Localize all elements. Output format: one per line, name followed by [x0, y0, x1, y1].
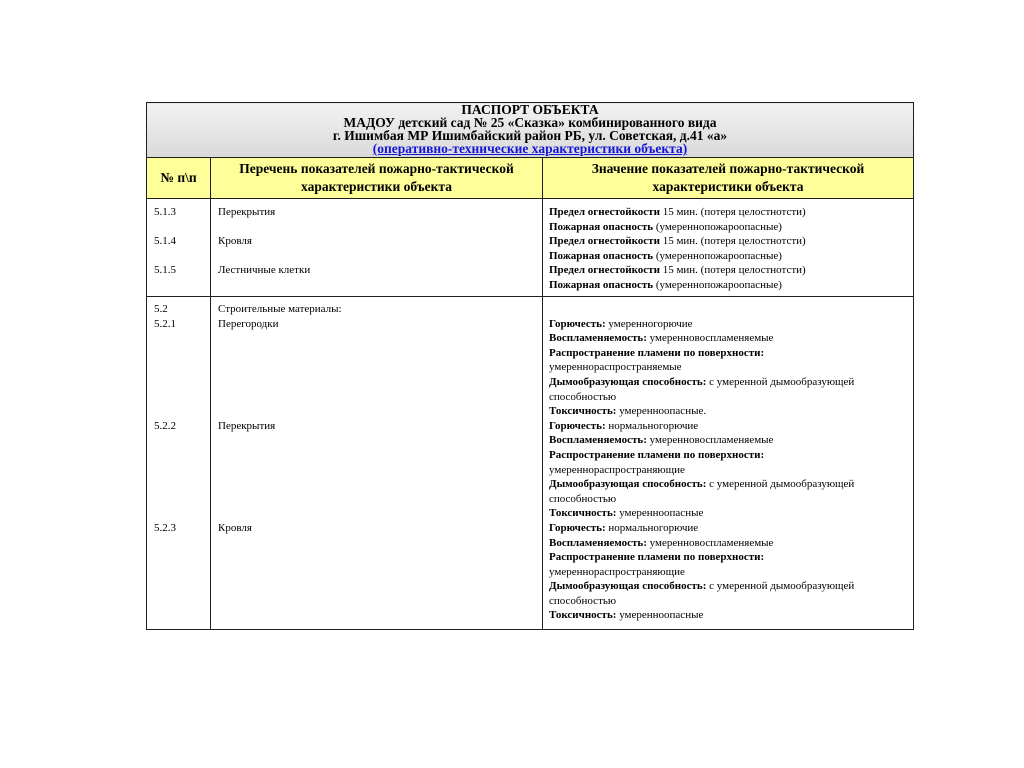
value-line: Токсичность: умеренноопасные	[549, 609, 704, 622]
item-name: Перекрытия	[218, 206, 276, 218]
item-number: 5.2.3	[154, 521, 176, 534]
value-line: способностью	[549, 390, 617, 403]
value-line: Пожарная опасность (умереннопожароопасные)	[549, 249, 782, 262]
row-num-cell	[147, 297, 211, 630]
row-indicator-cell	[211, 297, 543, 630]
value-line: Предел огнестойкости 15 мин. (потеря целостнотсти)	[549, 235, 806, 248]
value-line: Воспламеняемость: умеренновоспламеняемые	[549, 536, 774, 549]
item-name: Кровля	[218, 235, 252, 248]
item-number: 5.1.3	[154, 206, 176, 218]
passport-table	[146, 102, 914, 630]
organization-address: г. Ишимбая МР Ишимбайский район РБ, ул. Советская, д.41 «а»	[332, 128, 728, 143]
value-line: умереннораспространяемые	[549, 361, 682, 374]
document-subtitle: (оперативно-технические характеристики объекта)	[372, 141, 688, 156]
organization-name: МАДОУ детский сад № 25 «Сказка» комбинированного вида	[343, 115, 717, 130]
row-value-cell	[543, 199, 914, 297]
item-number: 5.2.2	[154, 419, 176, 432]
group-number: 5.2	[154, 303, 168, 315]
value-line: Горючесть: нормальногорючие	[549, 521, 699, 534]
value-line: Дымообразующая способность: с умеренной дымообразующей	[549, 580, 855, 593]
column-header-indicator: Перечень показателей пожарно-тактической характеристики объекта	[211, 158, 543, 199]
value-line: Предел огнестойкости 15 мин. (потеря целостнотсти)	[549, 264, 806, 277]
value-line: Распространение пламени по поверхности:	[549, 346, 765, 359]
row-value-cell	[543, 297, 914, 630]
value-line: Пожарная опасность (умереннопожароопасные)	[549, 220, 782, 233]
value-line: способностью	[549, 492, 617, 505]
table-row-5-2	[147, 297, 914, 630]
item-name: Кровля	[218, 521, 252, 534]
value-line: Дымообразующая способность: с умеренной дымообразующей	[549, 478, 855, 491]
value-line: Горючесть: умеренногорючие	[549, 317, 693, 330]
value-line: Воспламеняемость: умеренновоспламеняемые	[549, 332, 774, 345]
table-row-5-1	[147, 199, 914, 297]
value-line: Распространение пламени по поверхности:	[549, 448, 765, 461]
item-name: Перекрытия	[218, 419, 276, 432]
value-line: Распространение пламени по поверхности:	[549, 551, 765, 564]
item-name: Перегородки	[218, 317, 279, 330]
group-name: Строительные материалы:	[218, 303, 342, 315]
value-line: умереннораспространяющие	[549, 565, 685, 578]
title-block	[147, 103, 914, 158]
value-line: умереннораспространяющие	[549, 463, 685, 476]
value-line: способностью	[549, 594, 617, 607]
column-header-row	[147, 158, 914, 199]
row-num-cell	[147, 199, 211, 297]
item-number: 5.2.1	[154, 317, 176, 330]
value-line: Токсичность: умеренноопасные.	[549, 405, 707, 418]
value-line: Предел огнестойкости 15 мин. (потеря целостнотсти)	[549, 206, 806, 218]
item-name: Лестничные клетки	[218, 264, 311, 277]
value-line: Пожарная опасность (умереннопожароопасные)	[549, 278, 782, 291]
value-line: Токсичность: умеренноопасные	[549, 507, 704, 520]
column-header-num: № п\п	[147, 158, 211, 199]
title-row	[147, 103, 914, 158]
column-header-value: Значение показателей пожарно-тактической характеристики объекта	[543, 158, 914, 199]
value-line: Воспламеняемость: умеренновоспламеняемые	[549, 434, 774, 447]
item-number: 5.1.5	[154, 264, 176, 277]
value-line: Дымообразующая способность: с умеренной дымообразующей	[549, 375, 855, 388]
value-line: Горючесть: нормальногорючие	[549, 419, 699, 432]
item-number: 5.1.4	[154, 235, 176, 248]
document-title: ПАСПОРТ ОБЪЕКТА	[461, 102, 599, 117]
row-indicator-cell	[211, 199, 543, 297]
